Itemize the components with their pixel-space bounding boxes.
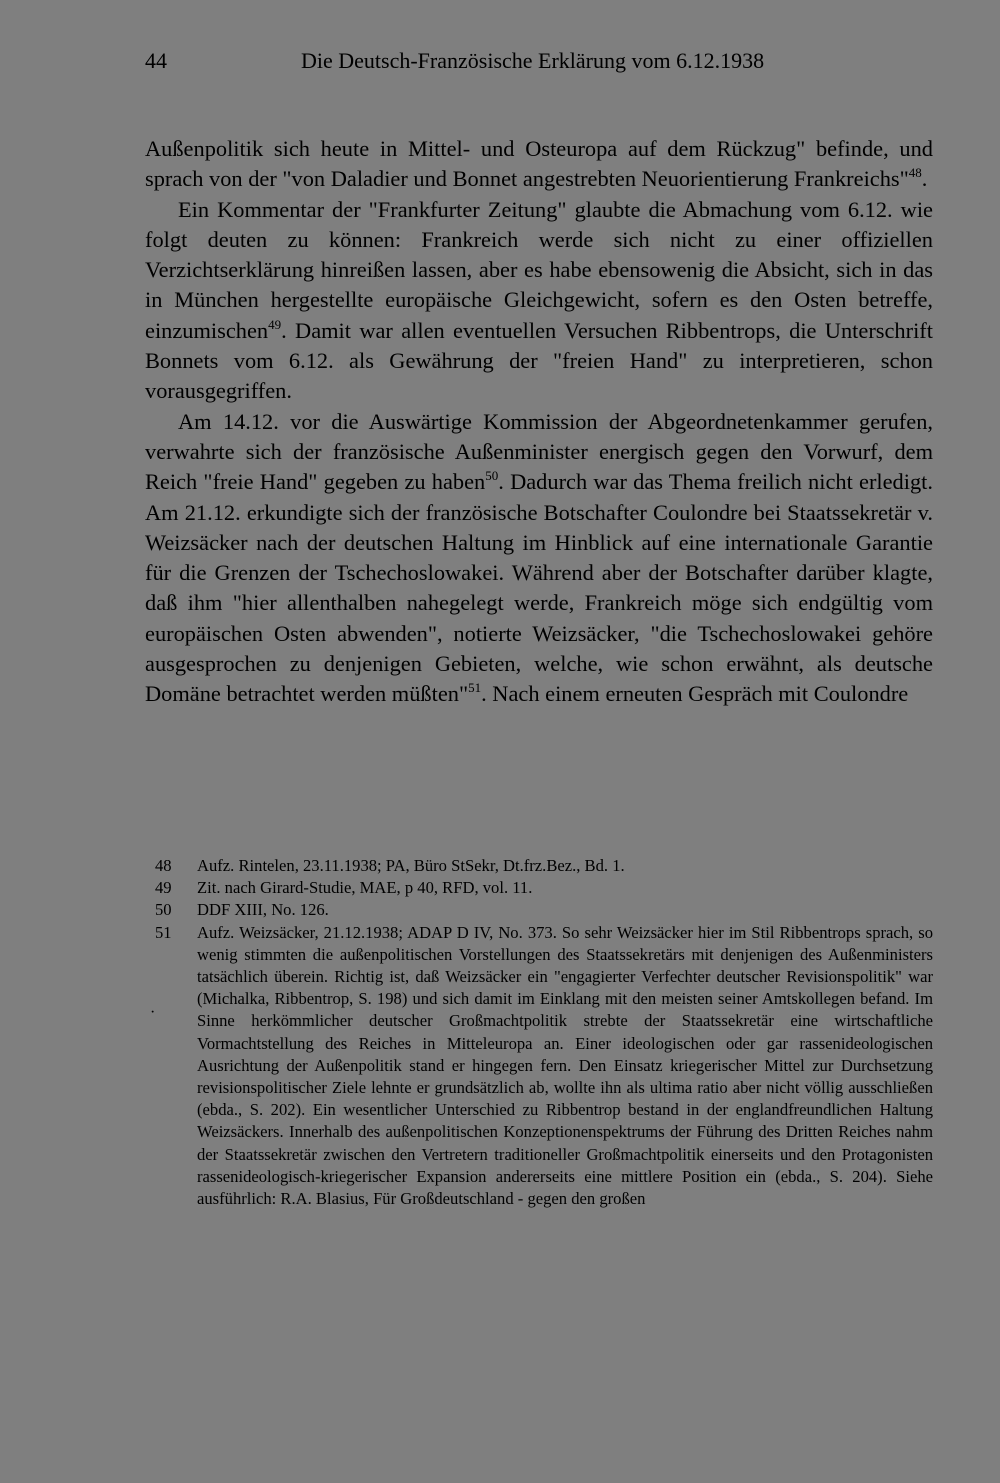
paragraph-1-text-a: Außenpolitik sich heute in Mittel- und Osteuropa auf dem Rückzug" befinde, und sprach von der "von Daladier und Bonnet angestrebten Neuorientierung Frankreichs" [145,136,933,192]
footnote-50 [155,899,933,921]
footnote-ref-49: 49 [268,316,282,332]
footnote-number: 51 [155,922,172,942]
footnote-number: 48 [155,856,172,875]
footnote-text: DDF XIII, No. 126. [197,900,329,920]
footnote-ref-50: 50 [485,468,499,484]
footnote-number: 49 [155,878,172,898]
stray-mark: · [150,1004,156,1021]
paragraph-3-text-b: . Dadurch war das Thema freilich nicht erledigt. Am 21.12. erkundigte sich der französische Botschafter Coulondre bei Staatssekretär v. Weizsäcker nach der deutschen Haltung im Hinblick auf eine internationale Garantie für die Grenzen der Tschechoslowakei. Während aber der Botschafter darüber klagte, daß ihm "hier allenthalben nahegelegt werde, Frankreich möge sich endgültig vom europäischen Osten abwenden", notierte Weizsäcker, "die Tschechoslowakei gehöre ausgesprochen zu denjenigen Gebieten, welche, wie schon erwähnt, als deutsche Domäne betrachtet werden müßten" [145,469,933,707]
paragraph-1 [145,134,933,195]
footnote-48 [155,855,933,877]
footnote-number: 50 [155,900,172,920]
footnotes [155,855,933,1210]
footnote-ref-48: 48 [908,165,922,181]
paragraph-1-text-b: . [921,166,928,192]
footnote-49 [155,877,933,899]
footnote-ref-51: 51 [468,680,482,696]
paragraph-2-text-b: . Damit war allen eventuellen Versuchen Ribbentrops, die Unterschrift Bonnets vom 6.12. als Gewährung der "freien Hand" zu interpretieren, schon vorausgegriffen. [145,317,933,404]
running-title: Die Deutsch-Französische Erklärung vom 6.12.1938 [301,48,765,73]
paragraph-3 [145,407,933,710]
paragraph-2 [145,195,933,407]
footnote-text: Aufz. Rintelen, 23.11.1938; PA, Büro StSekr, Dt.frz.Bez., Bd. 1. [197,856,625,875]
footnote-text: Zit. nach Girard-Studie, MAE, p 40, RFD, vol. 11. [197,878,533,898]
page-number: 44 [145,48,167,73]
page-header [145,48,935,82]
paragraph-2-text-a: Ein Kommentar der "Frankfurter Zeitung" glaubte die Abmachung vom 6.12. wie folgt deuten zu können: Frankreich werde sich nicht zu einer offiziellen Verzichtserklärung hinreißen lassen, aber es habe ebensowenig die Absicht, sich in das in München hergestellte europäische Gleichgewicht, sofern es den Osten betreffe, einzumischen [145,196,933,343]
footnote-51 [155,922,933,1211]
paragraph-3-text-a: Am 14.12. vor die Auswärtige Kommission der Abgeordnetenkammer gerufen, verwahrte sich der französische Außenminister energisch gegen den Vorwurf, dem Reich "freie Hand" gegeben zu haben [145,408,933,495]
paragraph-3-text-c: . Nach einem erneuten Gespräch mit Coulondre [481,681,909,707]
main-text [145,134,933,710]
footnote-text: Aufz. Weizsäcker, 21.12.1938; ADAP D IV, No. 373. So sehr Weizsäcker hier im Stil Ribbentrops sprach, so wenig stimmten die außenpolitischen Vorstellungen des Staatssekretärs mit denjenigen des Außenministers tatsächlich überein. Richtig ist, daß Weizsäcker ein "engagierter Verfechter deutscher Revisionspolitik" war (Michalka, Ribbentrop, S. 198) und sich damit im Einklang mit den meisten seiner Amtskollegen befand. Im Sinne herkömmlicher deutscher Großmachtpolitik strebte der Staatssekretär eine wirtschaftliche Vormachtstellung des Reiches in Mitteleuropa an. Einer ideologischen oder gar rassenideologischen Ausrichtung der Außenpolitik stand er hingegen fern. Den Einsatz kriegerischer Mittel zur Durchsetzung revisionspolitischer Ziele lehnte er grundsätzlich ab, wollte ihn als ultima ratio aber nicht völlig ausschließen (ebda., S. 202). Ein wesentlicher Unterschied zu Ribbentrop bestand in der englandfreundlichen Haltung Weizsäckers. Innerhalb des außenpolitischen Konzeptionenspektrums der Führung des Dritten Reiches nahm der Staatssekretär zwischen den Vertretern traditioneller Großmachtpolitik einerseits und den Protagonisten rassenideologisch-kriegerischer Expansion andererseits eine mittlere Position ein (ebda., S. 204). Siehe ausführlich: R.A. Blasius, Für Großdeutschland - gegen den großen [197,922,933,1209]
